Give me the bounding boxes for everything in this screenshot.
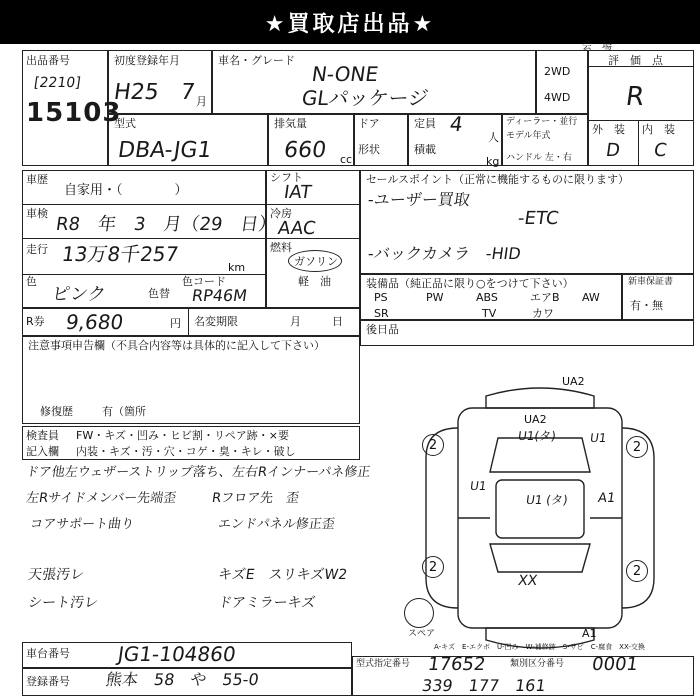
door-label: ドア bbox=[358, 117, 380, 130]
windshield bbox=[490, 438, 590, 472]
record-label: 記入欄 bbox=[26, 445, 59, 458]
equip-leather: カワ bbox=[532, 307, 554, 320]
shift-label: シフト bbox=[270, 171, 303, 184]
drive-2wd: 2WD bbox=[544, 65, 571, 78]
dealer-label: ディーラー・並行 bbox=[506, 117, 578, 127]
mileage-value: 13万8千257 bbox=[60, 242, 181, 266]
frame-no-value: JG1-104860 bbox=[116, 642, 238, 666]
sales-point-1: -ユーザー買取 bbox=[366, 190, 472, 209]
lot-number: 15103 bbox=[26, 98, 122, 128]
first-reg-label: 初度登録年月 bbox=[114, 54, 180, 67]
inspector-label: 検査員 bbox=[26, 429, 59, 442]
recycle-value: 9,680 bbox=[64, 310, 125, 334]
bottom-extra-values: 339 177 161 bbox=[420, 676, 548, 695]
equip-airbag: エアB bbox=[530, 291, 560, 304]
equip-tv: TV bbox=[482, 307, 497, 320]
auction-banner: ★買取店出品★ bbox=[0, 0, 700, 44]
after-date-box bbox=[360, 320, 694, 346]
damage-circle-fr: 2 bbox=[626, 436, 648, 458]
capacity-label: 定員 bbox=[414, 117, 436, 130]
handle-label: ハンドル 左・右 bbox=[506, 153, 572, 163]
warranty-options: 有・無 bbox=[630, 299, 663, 312]
reg-no-value: 熊本 58 や 55-0 bbox=[104, 670, 261, 689]
note-2: 左Rサイドメンバー先端歪 bbox=[24, 491, 178, 506]
exterior-grade: D bbox=[604, 140, 622, 161]
damage-u1-a: U1(タ) bbox=[517, 429, 557, 443]
note-4: エンドパネル修正歪 bbox=[216, 517, 336, 532]
spare-tire-circle bbox=[404, 598, 434, 628]
note-6: キズE スリキズW2 bbox=[216, 567, 349, 583]
drive-4wd: 4WD bbox=[544, 91, 571, 104]
car-name: N-ONE bbox=[310, 62, 380, 86]
fuel-gasoline: ガソリン bbox=[294, 255, 338, 268]
fuel-selected-circle bbox=[288, 250, 342, 272]
damage-ua2-mid: UA2 bbox=[524, 413, 547, 426]
damage-circle-rr: 2 bbox=[626, 560, 648, 582]
inspection-value: R8 年 3 月（29 日） bbox=[54, 214, 278, 235]
roof bbox=[496, 480, 584, 538]
interior-label: 内 装 bbox=[642, 123, 675, 136]
equip-ps: PS bbox=[374, 291, 388, 304]
notes-title: 注意事項申告欄（不具合内容等は具体的に記入して下さい） bbox=[28, 339, 325, 352]
damage-circle-rl: 2 bbox=[422, 556, 444, 578]
exterior-label: 外 装 bbox=[592, 123, 625, 136]
model-value: DBA-JG1 bbox=[116, 138, 214, 163]
damage-ua2-top: UA2 bbox=[562, 375, 585, 388]
car-name-label: 車名・グレード bbox=[218, 54, 295, 67]
shift-value: IAT bbox=[282, 182, 313, 203]
equip-sr: SR bbox=[374, 307, 389, 320]
repair-option: 有（箇所 bbox=[102, 405, 146, 418]
damage-a1-bottom: A1 bbox=[582, 627, 597, 640]
sales-points-label: セールスポイント（正常に機能するものに限ります） bbox=[366, 173, 630, 186]
auction-sheet bbox=[22, 41, 694, 698]
mileage-label: 走行 bbox=[26, 243, 48, 256]
bottom-legend: A-キズ E-エクボ U-凹み W-補修跡 S-サビ C-腐食 XX-交換 bbox=[434, 643, 645, 651]
damage-u1-b: U1 bbox=[589, 431, 608, 445]
inspection-label: 車検 bbox=[26, 207, 48, 220]
front-bumper bbox=[486, 388, 594, 408]
capacity-value: 4 bbox=[448, 112, 465, 136]
sales-point-2: -ETC bbox=[516, 208, 560, 229]
yen-unit: 円 bbox=[170, 317, 181, 330]
drive-box bbox=[536, 50, 588, 114]
note-9: Rフロア先 歪 bbox=[210, 491, 301, 506]
class-no-label: 類別区分番号 bbox=[510, 659, 565, 669]
repair-label: 修復歴 bbox=[40, 405, 73, 418]
venue-label: 会 場 bbox=[582, 41, 612, 52]
model-label: 型式 bbox=[114, 117, 136, 130]
sales-point-3: -バックカメラ -HID bbox=[366, 244, 523, 263]
shape-label: 形状 bbox=[358, 143, 380, 156]
class-no-value: 0001 bbox=[590, 654, 640, 675]
equip-pw: PW bbox=[426, 291, 444, 304]
spec-no-value: 17652 bbox=[426, 654, 487, 675]
fuel-diesel: 軽 油 bbox=[298, 275, 331, 288]
km-unit: km bbox=[228, 261, 246, 274]
spare-label: スペア bbox=[408, 629, 436, 639]
damage-a1-right: A1 bbox=[596, 491, 617, 506]
reg-limit-label: 名変期限 bbox=[194, 315, 238, 328]
lot-label: 出品番号 bbox=[26, 54, 70, 67]
equip-abs: ABS bbox=[476, 291, 498, 304]
color-label: 色 bbox=[26, 275, 37, 288]
note-7: シート汚レ bbox=[26, 595, 100, 611]
note-5: 天張汚レ bbox=[26, 567, 86, 583]
color-value: ピンク bbox=[50, 284, 108, 305]
usage-label: 車歴 bbox=[26, 173, 48, 186]
first-reg-value: H25 7 bbox=[112, 80, 197, 105]
displacement-value: 660 bbox=[282, 138, 328, 163]
model-year-label: モデル年式 bbox=[506, 131, 551, 141]
reg-limit-day: 日 bbox=[332, 315, 343, 328]
cc-unit: cc bbox=[340, 153, 353, 166]
note-3: コアサポート曲り bbox=[28, 517, 136, 532]
month-unit: 月 bbox=[196, 95, 207, 108]
warranty-label: 新車保証書 bbox=[628, 277, 674, 287]
after-date-label: 後日品 bbox=[366, 323, 399, 336]
lot-sub: [2210] bbox=[32, 75, 82, 91]
damage-circle-fl: 2 bbox=[422, 434, 444, 456]
fuel-label: 燃料 bbox=[270, 241, 292, 254]
interior-grade: C bbox=[652, 140, 669, 161]
frame-no-label: 車台番号 bbox=[26, 647, 70, 660]
kg-unit: kg bbox=[486, 155, 500, 168]
note-1: ドア他左ウェザーストリップ落ち、左右Rインナーパネ修正 bbox=[24, 465, 372, 480]
legend-line-1: FW・キズ・凹み・ヒビ割・リペア跡・×要 bbox=[76, 429, 289, 442]
usage-value: 自家用・（ ） bbox=[64, 183, 188, 198]
damage-u1-left: U1 bbox=[469, 479, 488, 493]
grade-header: 評 価 点 bbox=[608, 54, 663, 67]
reg-no-label: 登録番号 bbox=[26, 675, 70, 688]
hue-label: 色替 bbox=[148, 287, 170, 300]
legend-line-2: 内装・キズ・汚・穴・コゲ・臭・キレ・破し bbox=[76, 445, 296, 458]
car-grade: GLパッケージ bbox=[300, 86, 430, 110]
color-code-label: 色コード bbox=[182, 275, 226, 288]
grade-value: R bbox=[623, 82, 647, 112]
reg-limit-month: 月 bbox=[290, 315, 301, 328]
displacement-label: 排気量 bbox=[274, 117, 307, 130]
cooler-label: 冷房 bbox=[270, 207, 292, 220]
payload-label: 積載 bbox=[414, 143, 436, 156]
rear-window bbox=[490, 544, 590, 572]
person-unit: 人 bbox=[488, 131, 499, 144]
cooler-value: AAC bbox=[276, 218, 317, 239]
spec-no-label: 型式指定番号 bbox=[356, 659, 411, 669]
color-code-value: RP46M bbox=[190, 286, 249, 305]
equip-aw: AW bbox=[582, 291, 600, 304]
equipment-label: 装備品（純正品に限り○をつけて下さい） bbox=[366, 277, 574, 290]
damage-u1-center: U1 (タ) bbox=[525, 493, 569, 507]
damage-xx: XX bbox=[516, 573, 539, 589]
recycle-label: R券 bbox=[26, 315, 45, 328]
note-8: ドアミラーキズ bbox=[216, 595, 317, 611]
